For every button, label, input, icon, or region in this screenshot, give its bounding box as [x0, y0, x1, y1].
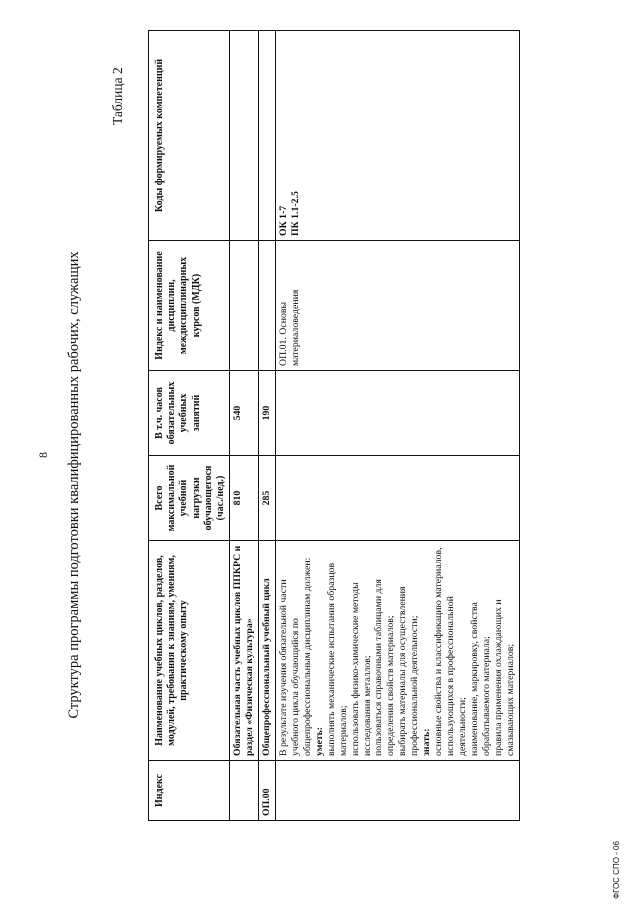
cell-index — [275, 761, 519, 821]
requirements-intro: В результате изучения обязательной части учебного цикла обучающийся по общепрофессиональным дисциплинам должен: — [277, 557, 313, 756]
column-header-competencies: Коды формируемых компетенций — [149, 31, 230, 241]
page-number: 8 — [36, 452, 50, 458]
cell-competencies — [230, 31, 259, 241]
column-header-max-load: Всего максимальной учебной нагрузки обучающегося (час./нед.) — [149, 456, 230, 541]
cell-discipline — [230, 241, 259, 371]
column-header-discipline: Индекс и наименование дисциплин, междисциплинарных курсов (МДК) — [149, 241, 230, 371]
table-row — [230, 31, 259, 821]
footer-code: ФГОС СПО - 06 — [612, 841, 621, 899]
competency-code: ОК 1-7 — [277, 205, 289, 236]
knowledge-item: правила применения охлаждающих и смазывающих материалов; — [492, 599, 516, 756]
skill-item: выбирать материалы для осуществления профессиональной деятельности; — [397, 586, 421, 756]
cell-index — [230, 761, 259, 821]
cell-mandatory: 540 — [230, 371, 259, 456]
skill-item: пользоваться справочными таблицами для определения свойств материалов; — [373, 579, 397, 756]
cell-name: Обязательная часть учебных циклов ППКРС и раздел «Физическая культура» — [230, 541, 259, 761]
program-structure-table — [148, 30, 520, 821]
cell-max-load: 810 — [230, 456, 259, 541]
cell-index: ОП.00 — [259, 761, 276, 821]
cell-mandatory: 190 — [259, 371, 276, 456]
skill-item: выполнять механические испытания образцов материалов; — [325, 562, 349, 756]
knowledge-item: наименование, маркировку, свойства обрабатываемого материала; — [468, 602, 492, 756]
cell-competencies — [275, 31, 519, 241]
cell-competencies — [259, 31, 276, 241]
cell-mandatory — [275, 371, 519, 456]
cell-name: Общепрофессиональный учебный цикл — [259, 541, 276, 761]
column-header-name: Наименование учебных циклов, разделов, модулей, требования к знаниям, умениям, практическому опыту — [149, 541, 230, 761]
competency-code: ПК 1.1-2.5 — [289, 191, 301, 236]
cell-discipline — [259, 241, 276, 371]
table-row-detail — [275, 31, 519, 821]
table-row — [259, 31, 276, 821]
cell-max-load: 285 — [259, 456, 276, 541]
cell-discipline: ОП.01. Основы материаловедения — [275, 241, 519, 371]
page-title: Структура программы подготовки квалифицированных рабочих, служащих — [66, 251, 82, 719]
column-header-mandatory-hours: В т.ч. часов обязательных учебных занятий — [149, 371, 230, 456]
knowledge-label: знать: — [421, 728, 433, 756]
knowledge-item: основные свойства и классификацию материалов, использующихся в профессиональной деятельности; — [433, 547, 468, 756]
table-caption: Таблица 2 — [110, 67, 125, 125]
column-header-index: Индекс — [149, 761, 230, 821]
cell-requirements — [275, 541, 519, 761]
cell-max-load — [275, 456, 519, 541]
table-header-row — [149, 31, 230, 821]
skill-item: использовать физико-химические методы исследования металлов; — [349, 582, 373, 756]
skills-label: уметь: — [313, 726, 325, 756]
